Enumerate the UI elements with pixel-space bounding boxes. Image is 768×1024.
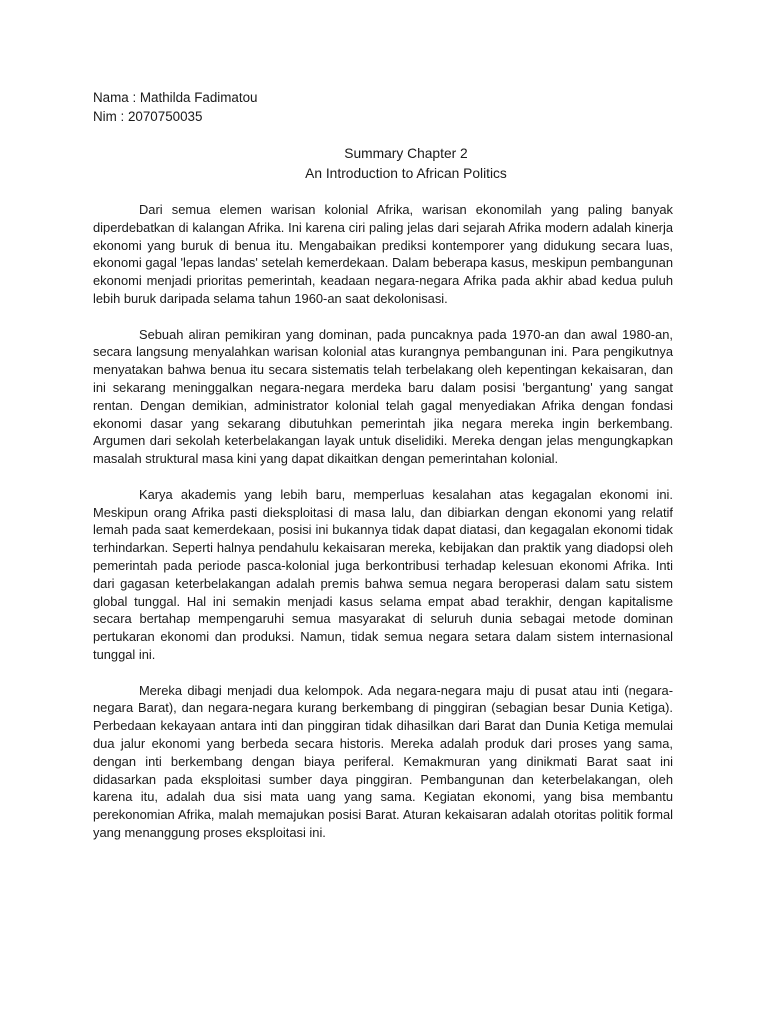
student-info [93,88,257,126]
student-name: Nama : Mathilda Fadimatou [93,90,258,105]
paragraph-1: Dari semua elemen warisan kolonial Afrika, warisan ekonomilah yang paling banyak diperdebatkan di kalangan Afrika. Ini karena ciri paling jelas dari sejarah Afrika modern adalah kinerja ekonomi yang buruk di benua itu. Mengabaikan prediksi kontemporer yang didukung secara luas, ekonomi gagal 'lepas landas' setelah kemerdekaan. Dalam beberapa kasus, meskipun pembangunan ekonomi menjadi prioritas pemerintah, keadaan negara-negara Afrika pada akhir abad kedua puluh lebih buruk daripada selama tahun 1960-an saat dekolonisasi. [93,202,673,306]
student-nim: Nim : 2070750035 [93,109,203,124]
document-title-block [0,144,768,184]
paragraph-4: Mereka dibagi menjadi dua kelompok. Ada negara-negara maju di pusat atau inti (negara-negara Barat), dan negara-negara kurang berkembang di pinggiran (sebagian besar Dunia Ketiga). Perbedaan kekayaan antara inti dan pinggiran tidak dihasilkan dari Barat dan Dunia Ketiga memulai dua jalur ekonomi yang berbeda secara historis. Mereka adalah produk dari proses yang sama, dengan inti berkembang dengan biaya periferal. Kemakmuran yang dinikmati Barat saat ini didasarkan pada eksploitasi sumber daya pinggiran. Pembangunan dan keterbelakangan, oleh karena itu, adalah dua sisi mata uang yang sama. Kegiatan ekonomi, yang bisa membantu perekonomian Afrika, malah memajukan posisi Barat. Aturan kekaisaran adalah otoritas politik formal yang menanggung proses eksploitasi ini. [93,682,673,840]
document-body [93,201,673,859]
paragraph-2: Sebuah aliran pemikiran yang dominan, pada puncaknya pada 1970-an dan awal 1980-an, secara langsung menyalahkan warisan kolonial atas kurangnya pembangunan ini. Para pengikutnya menyatakan bahwa benua itu secara sistematis telah terbelakang oleh kepentingan kekaisaran, dan ini sekarang meninggalkan negara-negara merdeka baru dalam posisi 'bergantung' yang sangat rentan. Dengan demikian, administrator kolonial telah gagal menyediakan Afrika dengan fondasi ekonomi dasar yang sekarang dibutuhkan pemerintah jika negara mereka ingin berkembang. Argumen dari sekolah keterbelakangan layak untuk diselidiki. Mereka dengan jelas mengungkapkan masalah struktural masa kini yang dapat dikaitkan dengan pemerintahan kolonial. [93,326,673,467]
document-subtitle: An Introduction to African Politics [305,166,507,181]
document-title: Summary Chapter 2 [344,146,468,161]
paragraph-3: Karya akademis yang lebih baru, memperluas kesalahan atas kegagalan ekonomi ini. Meskipun orang Afrika pasti dieksploitasi di masa lalu, dan dibiarkan dengan ekonomi yang relatif lemah pada saat kemerdekaan, posisi ini bukannya tidak dapat diatasi, dan kegagalan ekonomi tidak terhindarkan. Seperti halnya pendahulu kekaisaran mereka, kebijakan dan praktik yang diadopsi oleh pemerintah pada periode pasca-kolonial juga berkontribusi terhadap kelesuan ekonomi Afrika. Inti dari gagasan keterbelakangan adalah premis bahwa semua negara beroperasi dalam satu sistem global tunggal. Hal ini semakin menjadi kasus selama empat abad terakhir, dengan kapitalisme secara bertahap mempengaruhi semua masyarakat di seluruh dunia sebagai metode dominan pertukaran ekonomi dan produksi. Namun, tidak semua negara setara dalam sistem internasional tunggal ini. [93,486,673,662]
